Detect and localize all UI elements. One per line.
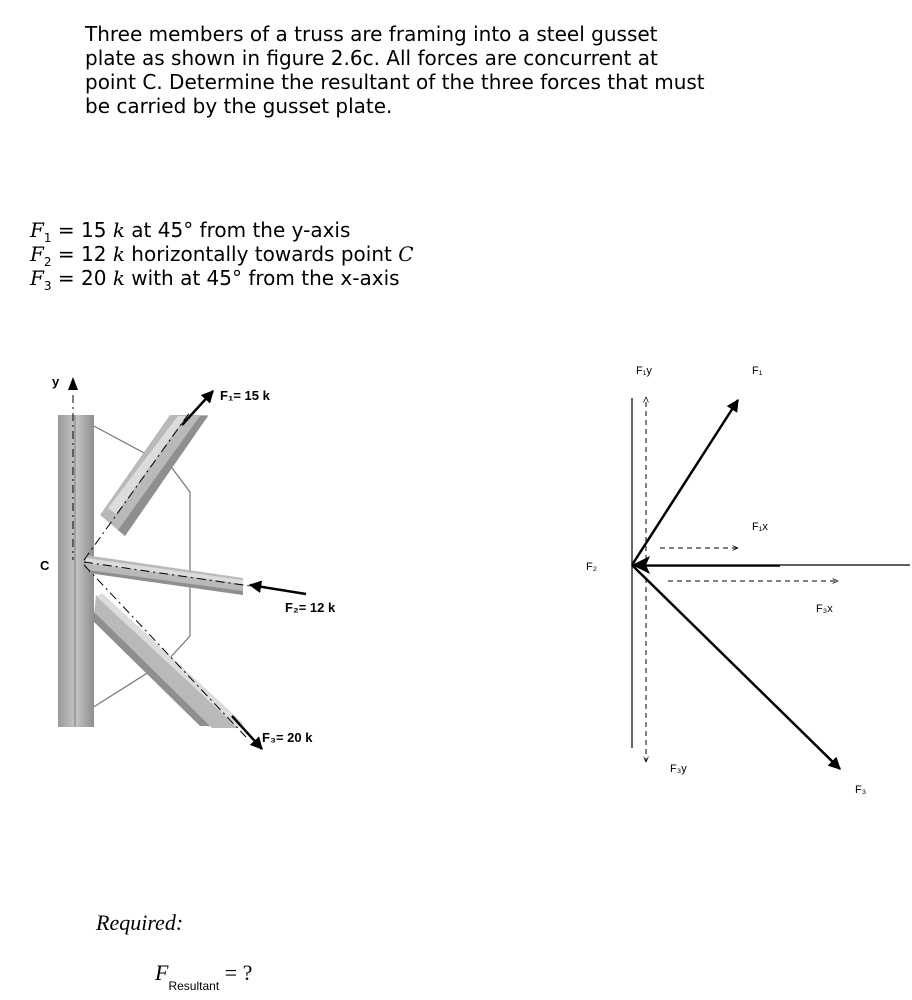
f3x-label: F₃x xyxy=(816,603,833,615)
f3-label: F₃= 20 k xyxy=(262,730,313,745)
given-f2-symbol: F xyxy=(30,242,44,266)
resultant-subscript: Resultant xyxy=(168,979,220,993)
required-heading: Required: xyxy=(96,910,184,935)
given-f2-sub: 2 xyxy=(43,255,52,269)
y-axis-label: y xyxy=(52,374,60,389)
f3y-label: F₃y xyxy=(670,763,687,775)
given-f1-value: = 15 xyxy=(57,218,113,242)
f1x-label: F₁x xyxy=(752,521,768,533)
resultant-equals: = ? xyxy=(219,960,253,985)
given-f2-unit: k xyxy=(112,242,125,266)
given-f2-desc: horizontally towards point xyxy=(124,242,399,266)
given-f1-symbol: F xyxy=(30,218,44,242)
given-f1-unit: k xyxy=(112,218,125,242)
given-f1-desc: at 45° from the y-axis xyxy=(124,218,351,242)
y-axis-arrow-icon xyxy=(68,377,78,390)
point-c-label: C xyxy=(40,558,50,573)
f1-label: F₁= 15 k xyxy=(220,388,270,403)
f2-vector-label: F₂ xyxy=(586,561,597,573)
given-f3-value: = 20 xyxy=(57,266,113,290)
given-f3-desc: with at 45° from the x-axis xyxy=(124,266,400,290)
truss-figure xyxy=(40,374,336,749)
given-f2-value: = 12 xyxy=(57,242,113,266)
f1y-label: F₁y xyxy=(636,365,652,377)
f2-label: F₂= 12 k xyxy=(285,600,336,615)
f2-arrow xyxy=(250,585,306,594)
given-f3-symbol: F xyxy=(30,266,44,290)
given-f3-sub: 3 xyxy=(43,279,52,293)
required-equation xyxy=(155,960,253,993)
f1-vector xyxy=(632,400,738,565)
problem-statement: Three members of a truss are framing into a steel gusset plate as shown in figure 2.6c. All forces are concurrent at point C. Determine the resultant of the three forces that must be carried by the gusset plate. xyxy=(85,22,705,118)
resultant-symbol: F xyxy=(155,960,169,985)
member-1 xyxy=(100,415,208,536)
f3-vector xyxy=(632,565,840,769)
f1-vector-label: F₁ xyxy=(752,365,763,377)
given-f1-sub: 1 xyxy=(43,231,52,245)
given-f3-unit: k xyxy=(112,266,125,290)
member-2 xyxy=(85,555,243,595)
f3-vector-label: F₃ xyxy=(855,784,867,796)
force-components-figure xyxy=(586,365,910,796)
f3-arrow xyxy=(232,716,262,749)
given-f2-point: C xyxy=(398,242,414,266)
member-3 xyxy=(92,593,244,728)
